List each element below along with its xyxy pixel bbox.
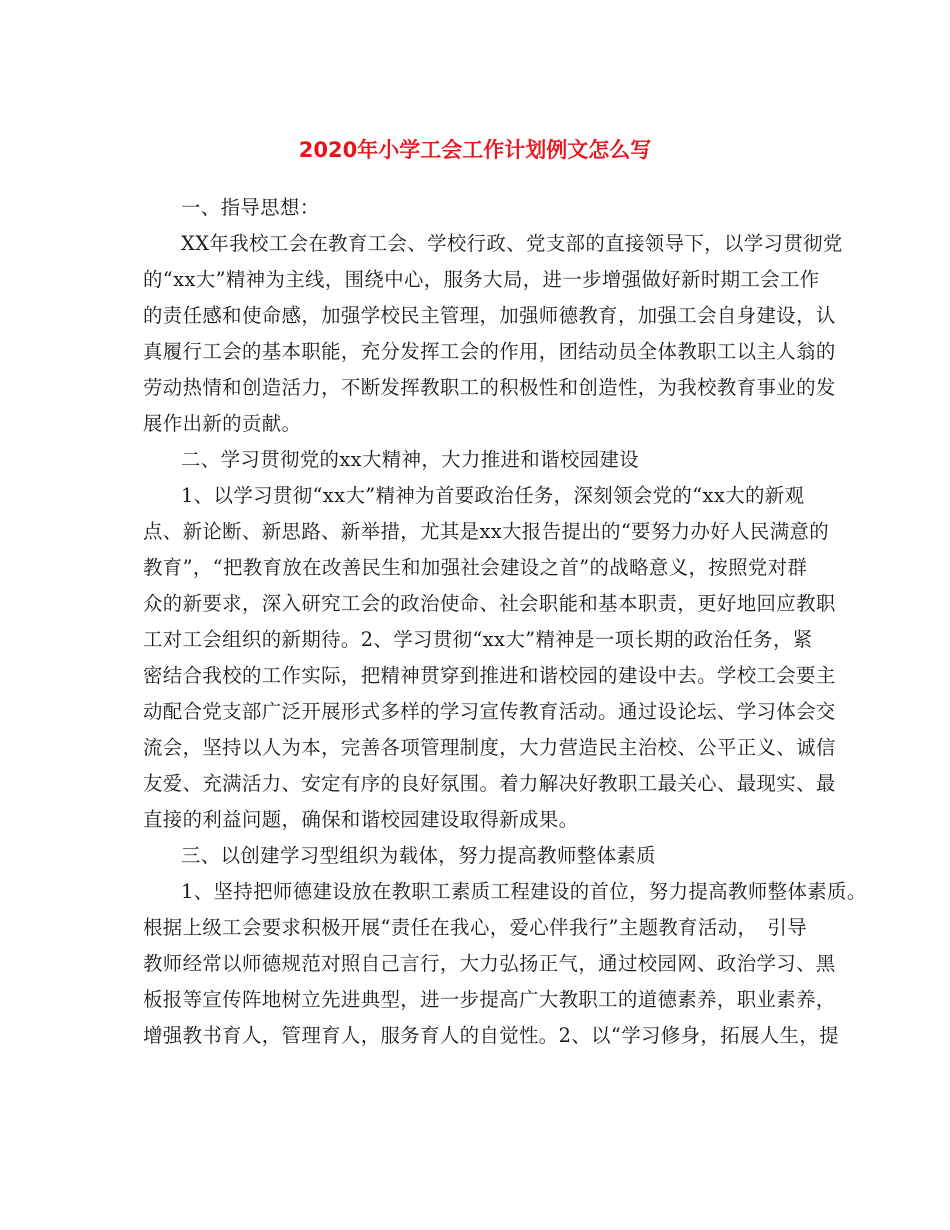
text-line: 展作出新的贡献。 <box>143 412 302 435</box>
text-line: 动配合党支部广泛开展形式多样的学习宣传教育活动。通过设论坛、学习体会交 <box>143 700 836 723</box>
document-title: 2020年小学工会工作计划例文怎么写 <box>298 138 652 162</box>
text-line: 二、学习贯彻党的xx大精神，大力推进和谐校园建设 <box>181 448 640 471</box>
text-line: 增强教书育人，管理育人，服务育人的自觉性。2、以“学习修身，拓展人生，提 <box>143 1024 839 1047</box>
text-line: 1、以学习贯彻“xx大”精神为首要政治任务，深刻领会党的“xx大的新观 <box>181 484 805 507</box>
text-line: 一、指导思想： <box>181 196 320 219</box>
text-line: 流会，坚持以人为本，完善各项管理制度，大力营造民主治校、公平正义、诚信 <box>143 736 836 759</box>
text-line: 根据上级工会要求积极开展“责任在我心，爱心伴我行”主题教育活动， 引导 <box>143 916 808 939</box>
text-line: 教师经常以师德规范对照自己言行，大力弘扬正气，通过校园网、政治学习、黑 <box>143 952 836 975</box>
text-line: 众的新要求，深入研究工会的政治使命、社会职能和基本职责，更好地回应教职 <box>143 592 836 615</box>
text-line: 三、以创建学习型组织为载体，努力提高教师整体素质 <box>181 844 656 867</box>
text-line: 真履行工会的基本职能，充分发挥工会的作用，团结动员全体教职工以主人翁的 <box>143 340 836 363</box>
text-line: 的“xx大”精神为主线，围绕中心，服务大局，进一步增强做好新时期工会工作 <box>143 268 820 291</box>
text-line: 点、新论断、新思路、新举措，尤其是xx大报告提出的“要努力办好人民满意的 <box>143 520 830 543</box>
text-line: 友爱、充满活力、安定有序的良好氛围。着力解决好教职工最关心、最现实、最 <box>143 772 836 795</box>
text-line: 教育”，“把教育放在改善民生和加强社会建设之首”的战略意义，按照党对群 <box>143 556 808 579</box>
text-line: 1、坚持把师德建设放在教职工素质工程建设的首位，努力提高教师整体素质。 <box>181 880 867 903</box>
text-line: XX年我校工会在教育工会、学校行政、党支部的直接领导下，以学习贯彻党 <box>181 232 843 255</box>
text-line: 直接的利益问题，确保和谐校园建设取得新成果。 <box>143 808 579 831</box>
text-line: 的责任感和使命感，加强学校民主管理，加强师德教育，加强工会自身建设，认 <box>143 304 836 327</box>
text-line: 密结合我校的工作实际，把精神贯穿到推进和谐校园的建设中去。学校工会要主 <box>143 664 836 687</box>
text-line: 劳动热情和创造活力，不断发挥教职工的积极性和创造性，为我校教育事业的发 <box>143 376 836 399</box>
document-body <box>143 190 867 1054</box>
text-line: 工对工会组织的新期待。2、学习贯彻“xx大”精神是一项长期的政治任务，紧 <box>143 628 813 651</box>
text-line: 板报等宣传阵地树立先进典型，进一步提高广大教职工的道德素养，职业素养， <box>143 988 836 1011</box>
